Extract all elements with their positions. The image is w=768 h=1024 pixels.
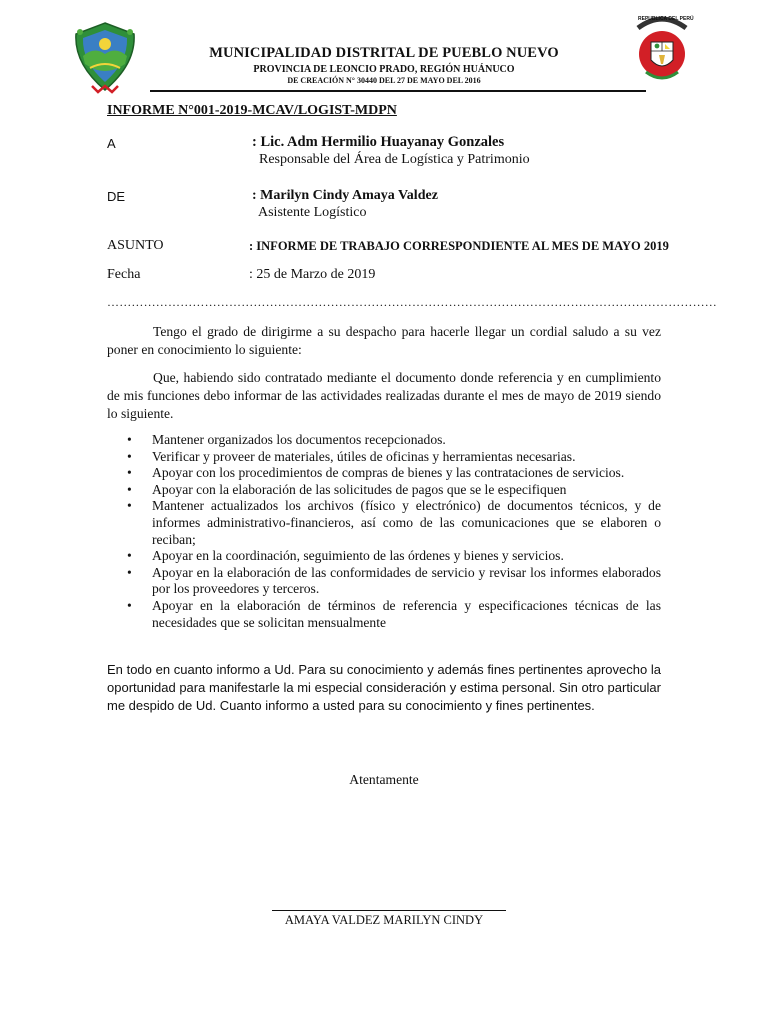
signer-name: AMAYA VALDEZ MARILYN CINDY [284,913,484,927]
header-divider [150,90,646,92]
intro-text: Tengo el grado de dirigirme a su despacho para hacerle llegar un cordial saludo a su vez poner en conocimiento lo siguiente: [107,324,661,357]
subject-label: ASUNTO [107,238,164,253]
to-name: : Lic. Adm Hermilio Huayanay Gonzales [252,134,505,150]
dotted-separator: …………………………………………………………………………………………………………………………………… [107,295,717,309]
intro-paragraph [107,323,661,359]
province-subtitle: PROVINCIA DE LEONCIO PRADO, REGIÓN HUÁNUCO [253,64,515,75]
farewell: Atentamente [349,772,419,787]
list-item: • Apoyar en la coordinación, seguimiento de las órdenes y bienes y servicios. [107,548,661,565]
from-name: : Marilyn Cindy Amaya Valdez [252,188,438,203]
context-paragraph [107,369,661,423]
list-item: • Apoyar en la elaboración de términos de referencia y especificaciones técnicas de las necesidades que se solicitan mensualmente [107,598,661,631]
list-item: • Apoyar con la elaboración de las solicitudes de pagos que se le especifiquen [107,482,661,499]
list-item: • Verificar y proveer de materiales, útiles de oficinas y herramientas necesarias. [107,449,661,466]
seal-text: REPUBLICA DEL PERÚ [638,16,694,22]
date-label: Fecha [107,267,141,282]
subject-value: : INFORME DE TRABAJO CORRESPONDIENTE AL MES DE MAYO 2019 [249,239,669,253]
creation-line: DE CREACIÓN N° 30440 DEL 27 DE MAYO DEL 2016 [287,76,481,85]
to-role: Responsable del Área de Logística y Patrimonio [259,152,530,167]
list-item: • Apoyar con los procedimientos de compras de bienes y las contrataciones de servicios. [107,465,661,482]
report-number: INFORME N°001-2019-MCAV/LOGIST-MDPN [107,103,397,118]
activities-list [107,432,661,631]
signature-line [272,910,506,911]
context-text: Que, habiendo sido contratado mediante el documento donde referencia y en cumplimiento de mis funciones debo informar de las actividades realizadas durante el mes de mayo de 2019 siendo lo siguiente. [107,370,661,421]
list-item: • Mantener organizados los documentos recepcionados. [107,432,661,449]
municipality-title: MUNICIPALIDAD DISTRITAL DE PUEBLO NUEVO [209,45,559,61]
date-value: : 25 de Marzo de 2019 [249,267,376,282]
closing-paragraph: En todo en cuanto informo a Ud. Para su conocimiento y además fines pertinentes aprovecho la oportunidad para manifestarle la mi especial consideración y estima personal. Sin otro particular me despido de Ud. Cuanto informo a usted para su conocimiento y fines pertinentes. [107,662,661,713]
list-item: • Mantener actualizados los archivos (físico y electrónico) de documentos técnicos, y de informes administrativo-financieros, así como de las comunicaciones que se elaboren o reciban; [107,498,661,548]
to-label: A [107,136,116,151]
list-item: • Apoyar en la elaboración de las conformidades de servicio y revisar los informes elaborados por los proveedores y terceros. [107,565,661,598]
from-label: DE [107,189,126,204]
from-role: Asistente Logístico [258,205,367,220]
